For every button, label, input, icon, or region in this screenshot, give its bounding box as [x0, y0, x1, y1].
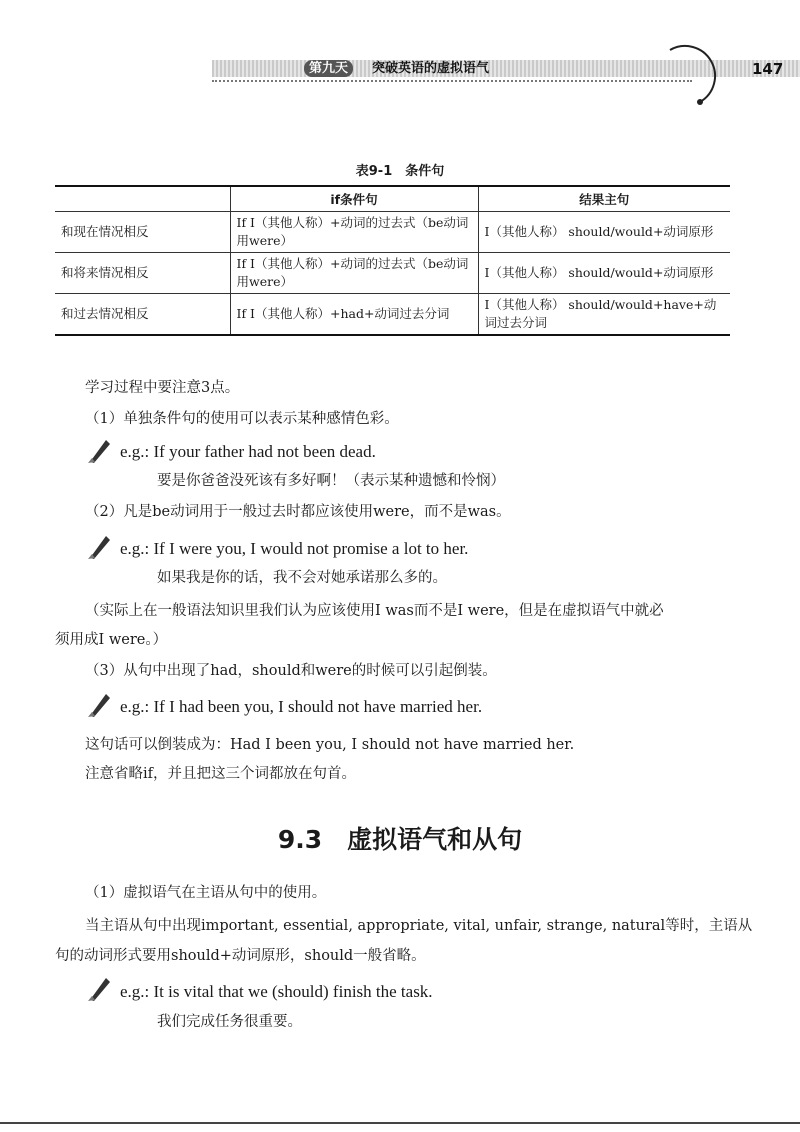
section-para-line-2: 句的动词形式要用should+动词原形，should一般省略。 — [55, 948, 426, 964]
table-row — [55, 253, 730, 294]
section-example-chinese: 我们完成任务很重要。 — [157, 1014, 302, 1030]
pen-icon — [86, 974, 112, 1002]
table-cell: 和将来情况相反 — [55, 253, 230, 294]
table-row — [55, 212, 730, 253]
table-cell: 和过去情况相反 — [55, 294, 230, 336]
arc-icon — [660, 30, 730, 110]
note-line-1: （实际上在一般语法知识里我们认为应该使用I was而不是I were，但是在虚拟语气中就必 — [85, 603, 664, 619]
header-dotted-rule — [212, 80, 692, 82]
point-2: （2）凡是be动词用于一般过去时都应该使用were，而不是was。 — [85, 504, 511, 520]
column-header — [55, 186, 230, 212]
example-3-english: e.g.: If I had been you, I should not have married her. — [120, 697, 483, 716]
bottom-rule — [0, 1122, 800, 1124]
section-para-line-1: 当主语从句中出现important, essential, appropriate, vital, unfair, strange, natural等时，主语从 — [85, 918, 753, 934]
page-number: 147 — [752, 60, 784, 78]
conditional-table — [55, 185, 730, 336]
table-cell: I（其他人称） should/would+have+动词过去分词 — [478, 294, 730, 336]
table-cell: If I（其他人称）+had+动词过去分词 — [230, 294, 478, 336]
omit-note: 注意省略if，并且把这三个词都放在句首。 — [85, 766, 357, 782]
table-cell: I（其他人称） should/would+动词原形 — [478, 253, 730, 294]
inversion-text: 这句话可以倒装成为：Had I been you, I should not have married her. — [85, 737, 575, 753]
column-header: if条件句 — [230, 186, 478, 212]
chapter-badge: 第九天 — [304, 60, 353, 77]
example-2-chinese: 如果我是你的话，我不会对她承诺那么多的。 — [157, 570, 447, 586]
table-row — [55, 294, 730, 336]
pen-icon — [86, 690, 112, 718]
section-example-english: e.g.: It is vital that we (should) finish the task. — [120, 982, 433, 1001]
point-1: （1）单独条件句的使用可以表示某种感情色彩。 — [85, 411, 399, 427]
pen-icon — [86, 532, 112, 560]
column-header: 结果主句 — [478, 186, 730, 212]
table-cell: If I（其他人称）+动词的过去式（be动词用were） — [230, 253, 478, 294]
example-1-english: e.g.: If your father had not been dead. — [120, 442, 376, 461]
chapter-title: 突破英语的虚拟语气 — [372, 61, 490, 76]
table-cell: If I（其他人称）+动词的过去式（be动词用were） — [230, 212, 478, 253]
section-heading: 9.3 虚拟语气和从句 — [277, 825, 523, 854]
table-header-row — [55, 186, 730, 212]
table-cell: I（其他人称） should/would+动词原形 — [478, 212, 730, 253]
note-line-2: 须用成I were。） — [55, 632, 168, 648]
pen-icon — [86, 436, 112, 464]
table-caption: 表9-1 条件句 — [355, 164, 445, 179]
table-cell: 和现在情况相反 — [55, 212, 230, 253]
section-point-1: （1）虚拟语气在主语从句中的使用。 — [85, 885, 327, 901]
intro-text: 学习过程中要注意3点。 — [85, 380, 240, 396]
point-3: （3）从句中出现了had，should和were的时候可以引起倒装。 — [85, 663, 497, 679]
example-2-english: e.g.: If I were you, I would not promise a lot to her. — [120, 539, 469, 558]
example-1-chinese: 要是你爸爸没死该有多好啊！（表示某种遗憾和怜悯） — [157, 473, 505, 489]
